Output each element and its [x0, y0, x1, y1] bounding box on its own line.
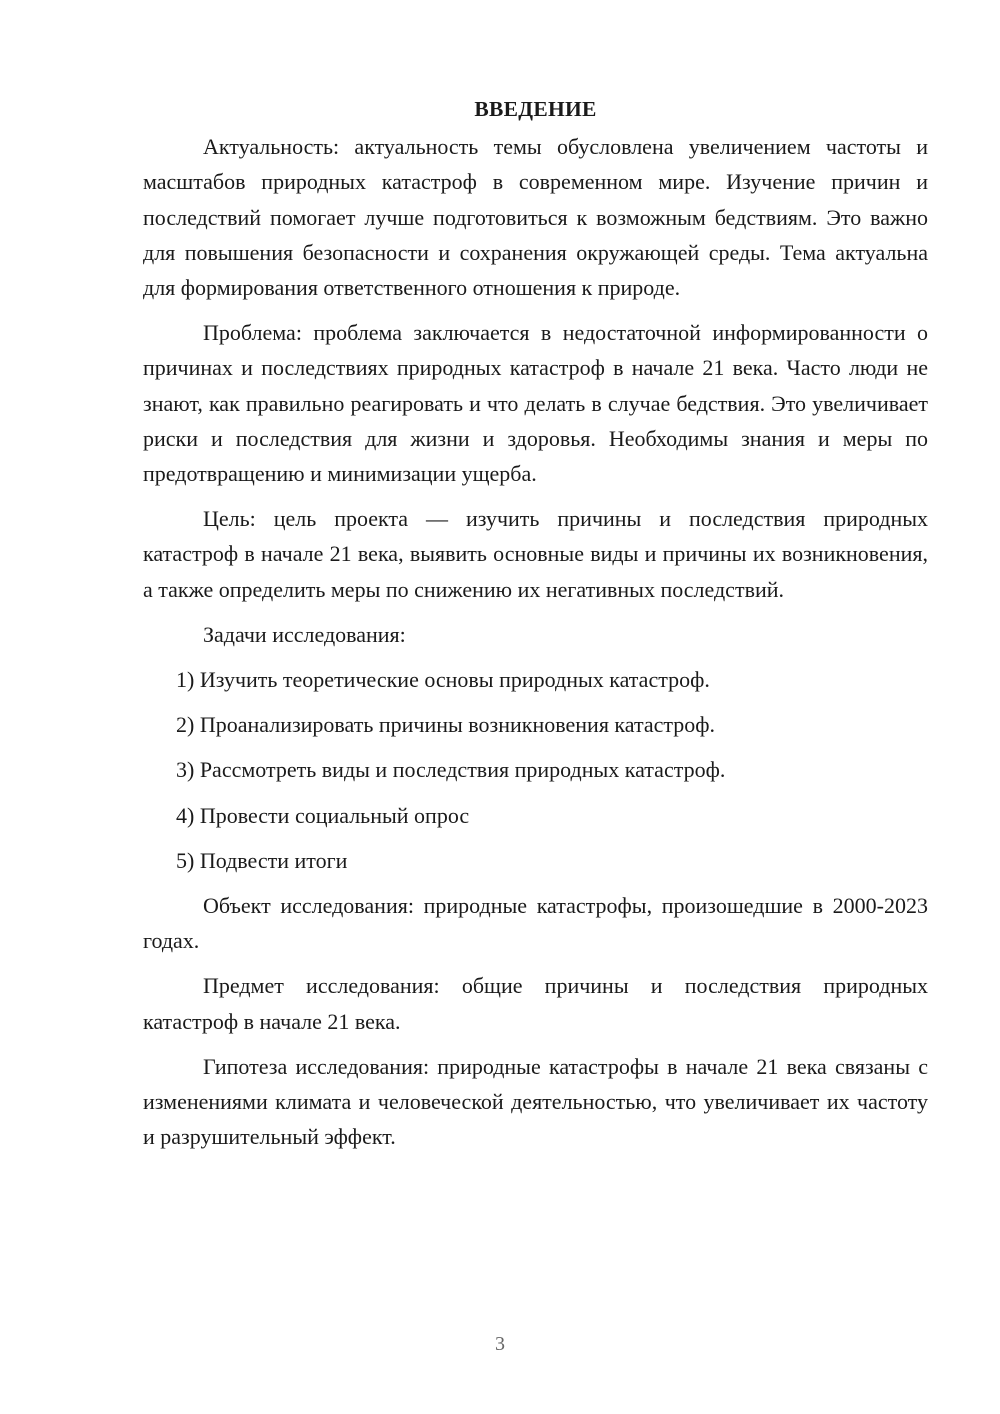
subject-paragraph: Предмет исследования: общие причины и последствия природных катастроф в начале 21 века.: [143, 973, 928, 1034]
page-title: ВВЕДЕНИЕ: [474, 97, 597, 121]
relevance-paragraph: Актуальность: актуальность темы обусловлена увеличением частоты и масштабов природных катастроф в современном мире. Изучение причин и последствий помогает лучше подготовиться к возможным бедствиям. Это важно для повышения безопасности и сохранения окружающей среды. Тема актуальна для формирования ответственного отношения к природе.: [143, 134, 928, 301]
task-item: 3) Рассмотреть виды и последствия природных катастроф.: [176, 757, 726, 783]
document-page: [143, 92, 928, 1164]
goal-paragraph: Цель: цель проекта — изучить причины и последствия природных катастроф в начале 21 века, выявить основные виды и причины их возникновения, а также определить меры по снижению их негативных последствий.: [143, 506, 928, 602]
problem-paragraph: Проблема: проблема заключается в недостаточной информированности о причинах и последствиях природных катастроф в начале 21 века. Часто люди не знают, как правильно реагировать и что делать в случае бедствия. Это увеличивает риски и последствия для жизни и здоровья. Необходимы знания и меры по предотвращению и минимизации ущерба.: [143, 320, 928, 487]
tasks-heading: Задачи исследования:: [203, 621, 406, 647]
task-item: 4) Провести социальный опрос: [176, 802, 470, 828]
task-list: [143, 662, 928, 878]
task-item: 1) Изучить теоретические основы природных катастроф.: [176, 667, 710, 693]
page-number: 3: [495, 1333, 505, 1355]
hypothesis-paragraph: Гипотеза исследования: природные катастрофы в начале 21 века связаны с изменениями климата и человеческой деятельностью, что увеличивает их частоту и разрушительный эффект.: [143, 1053, 928, 1150]
task-item: 2) Проанализировать причины возникновения катастроф.: [176, 712, 716, 738]
object-paragraph: Объект исследования: природные катастрофы, произошедшие в 2000-2023 годах.: [143, 893, 928, 954]
task-item: 5) Подвести итоги: [176, 847, 348, 873]
